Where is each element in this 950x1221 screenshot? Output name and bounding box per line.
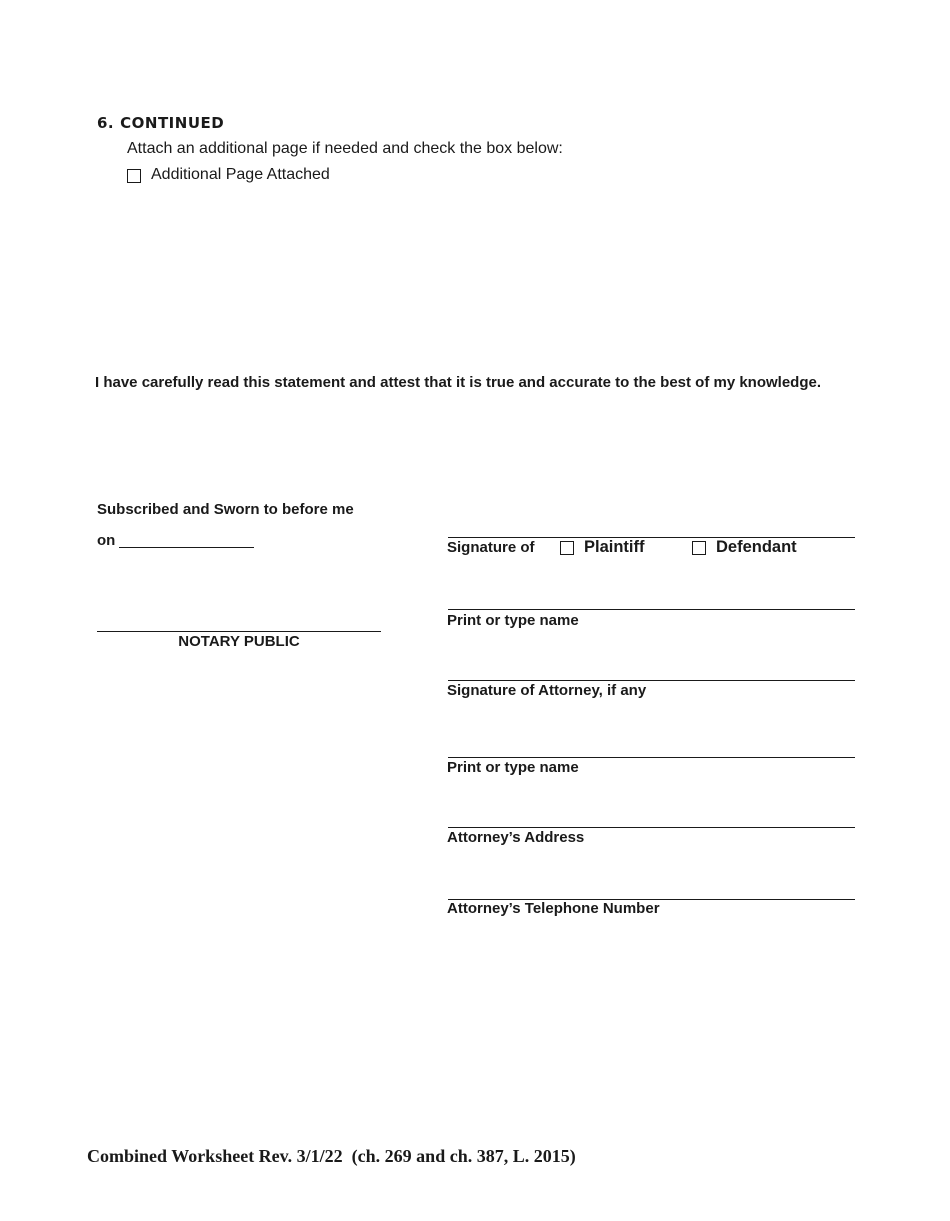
print-name-field[interactable] <box>448 609 855 610</box>
signature-of-row <box>447 538 797 557</box>
notary-public-label: NOTARY PUBLIC <box>178 633 300 650</box>
plaintiff-checkbox[interactable] <box>560 541 574 555</box>
sworn-text: Subscribed and Sworn to before me <box>97 501 354 518</box>
attorney-print-name-label: Print or type name <box>447 759 579 776</box>
attorney-print-name-field[interactable] <box>448 757 855 758</box>
additional-page-checkbox[interactable] <box>127 169 141 183</box>
attorney-address-field[interactable] <box>448 827 855 828</box>
print-name-label: Print or type name <box>447 612 579 629</box>
attach-instruction: Attach an additional page if needed and check the box below: <box>127 140 563 157</box>
section-heading <box>97 114 224 132</box>
additional-page-row <box>127 166 330 184</box>
plaintiff-label: Plaintiff <box>584 538 645 556</box>
defendant-checkbox[interactable] <box>692 541 706 555</box>
section-number: 6. <box>97 114 115 132</box>
additional-page-label: Additional Page Attached <box>151 166 330 183</box>
attorney-phone-label: Attorney’s Telephone Number <box>447 900 660 917</box>
signature-of-label: Signature of <box>447 539 535 556</box>
on-label: on <box>97 532 116 549</box>
attorney-signature-label: Signature of Attorney, if any <box>447 682 647 699</box>
on-date-field[interactable] <box>119 547 254 548</box>
defendant-label: Defendant <box>716 538 797 556</box>
footer-revision: Combined Worksheet Rev. 3/1/22 (ch. 269 and ch. 387, L. 2015) <box>87 1146 576 1166</box>
attorney-signature-field[interactable] <box>448 680 855 681</box>
attestation-statement: I have carefully read this statement and attest that it is true and accurate to the best of my knowledge. <box>95 374 822 391</box>
notary-signature-field[interactable] <box>97 631 381 632</box>
section-title: CONTINUED <box>120 114 225 132</box>
attorney-address-label: Attorney’s Address <box>447 829 585 846</box>
